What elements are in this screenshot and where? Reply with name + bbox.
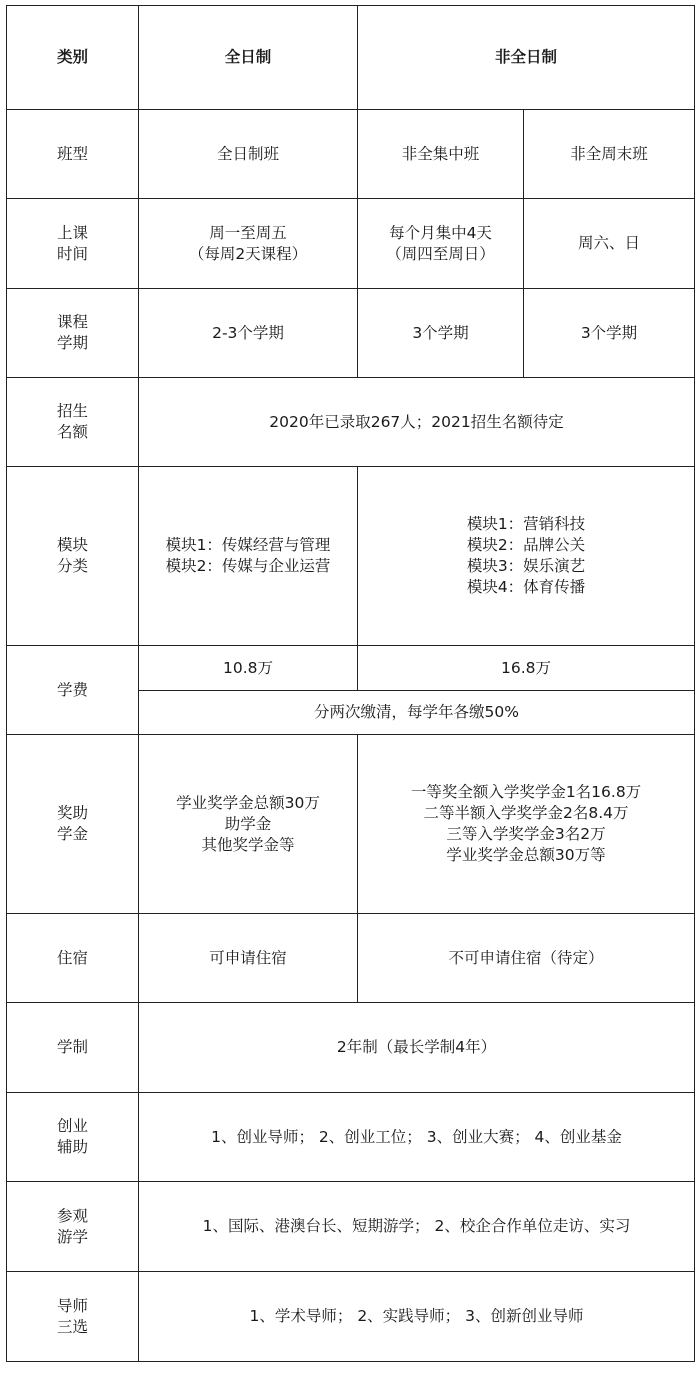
- enrollment-value: 2020年已录取267人；2021招生名额待定: [139, 378, 695, 467]
- class-type-concentrated: 非全集中班: [358, 110, 524, 199]
- label-tuition: 学费: [7, 646, 139, 735]
- class-type-weekend: 非全周末班: [524, 110, 695, 199]
- row-semesters: [7, 289, 695, 378]
- row-scholarship: [7, 735, 695, 914]
- modules-fulltime: 模块1：传媒经营与管理 模块2：传媒与企业运营: [165, 536, 331, 575]
- class-type-fulltime: 全日制班: [139, 110, 358, 199]
- scholarship-parttime: 一等奖全额入学奖学金1名16.8万 二等半额入学奖学金2名8.4万 三等入学奖学金3名2万 学业奖学金总额30万等: [358, 735, 695, 914]
- tuition-fulltime: 10.8万: [139, 646, 358, 691]
- tuition-payment: 分两次缴清，每学年各缴50%: [139, 691, 695, 735]
- header-parttime: 非全日制: [358, 6, 695, 110]
- label-modules: 模块 分类: [7, 467, 139, 646]
- label-visits: 参观 游学: [7, 1182, 139, 1272]
- semesters-concentrated: 3个学期: [358, 289, 524, 378]
- semesters-fulltime: 2-3个学期: [139, 289, 358, 378]
- schedule-concentrated: 每个月集中4天 （周四至周日）: [358, 199, 524, 289]
- modules-parttime: 模块1：营销科技 模块2：品牌公关 模块3：娱乐演艺 模块4：体育传播: [466, 515, 586, 596]
- row-housing: [7, 914, 695, 1003]
- visits-value: 1、国际、港澳台长、短期游学； 2、校企合作单位走访、实习: [139, 1182, 695, 1272]
- label-mentors: 导师 三选: [7, 1272, 139, 1362]
- program-comparison-table: [6, 5, 695, 1362]
- label-class-type: 班型: [7, 110, 139, 199]
- housing-fulltime: 可申请住宿: [139, 914, 358, 1003]
- schedule-fulltime: 周一至周五 （每周2天课程）: [139, 199, 358, 289]
- header-category: 类别: [7, 6, 139, 110]
- row-schedule: [7, 199, 695, 289]
- tuition-parttime: 16.8万: [358, 646, 695, 691]
- row-enrollment: [7, 378, 695, 467]
- schedule-weekend: 周六、日: [524, 199, 695, 289]
- row-tuition: [7, 646, 695, 691]
- row-class-type: [7, 110, 695, 199]
- label-semesters: 课程 学期: [7, 289, 139, 378]
- label-housing: 住宿: [7, 914, 139, 1003]
- semesters-weekend: 3个学期: [524, 289, 695, 378]
- modules-fulltime-cell: [139, 467, 358, 646]
- header-fulltime: 全日制: [139, 6, 358, 110]
- duration-value: 2年制（最长学制4年）: [139, 1003, 695, 1093]
- label-scholarship: 奖助 学金: [7, 735, 139, 914]
- label-enrollment: 招生 名额: [7, 378, 139, 467]
- row-startup: [7, 1093, 695, 1182]
- row-mentors: [7, 1272, 695, 1362]
- scholarship-fulltime: 学业奖学金总额30万 助学金 其他奖学金等: [139, 735, 358, 914]
- label-duration: 学制: [7, 1003, 139, 1093]
- row-duration: [7, 1003, 695, 1093]
- mentors-value: 1、学术导师； 2、实践导师； 3、创新创业导师: [139, 1272, 695, 1362]
- row-modules: [7, 467, 695, 646]
- label-startup: 创业 辅助: [7, 1093, 139, 1182]
- row-visits: [7, 1182, 695, 1272]
- label-schedule: 上课 时间: [7, 199, 139, 289]
- housing-parttime: 不可申请住宿（待定）: [358, 914, 695, 1003]
- modules-parttime-cell: [358, 467, 695, 646]
- header-row: [7, 6, 695, 110]
- startup-value: 1、创业导师； 2、创业工位； 3、创业大赛； 4、创业基金: [139, 1093, 695, 1182]
